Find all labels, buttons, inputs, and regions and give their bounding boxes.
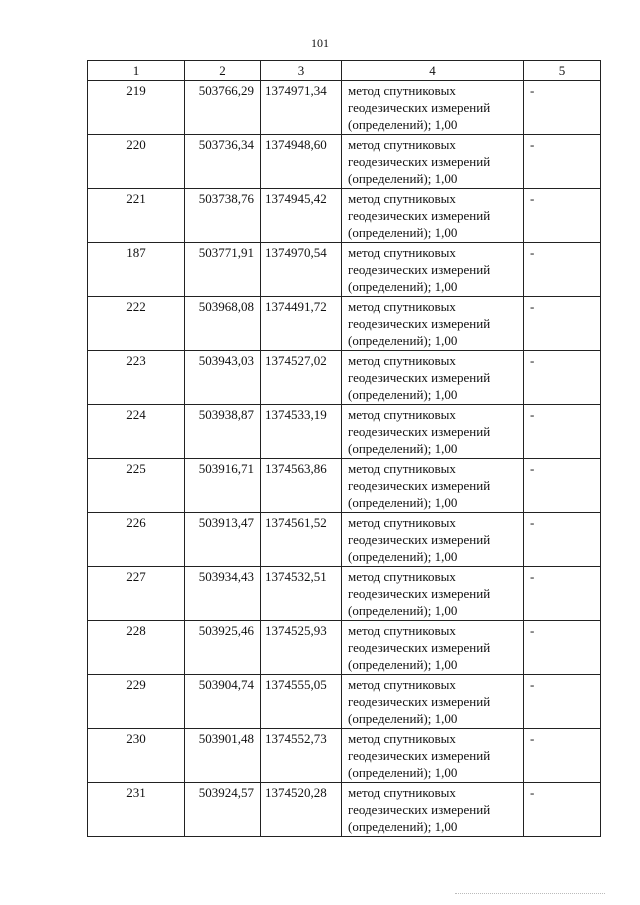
point-number-cell: 226 <box>88 513 185 567</box>
y-coordinate-cell: 1374555,05 <box>261 675 342 729</box>
method-cell: метод спутниковых геодезических измерений (определений); 1,00 <box>342 81 524 135</box>
method-cell: метод спутниковых геодезических измерений (определений); 1,00 <box>342 243 524 297</box>
x-coordinate-cell: 503904,74 <box>185 675 261 729</box>
x-coordinate-cell: 503968,08 <box>185 297 261 351</box>
footer-mark <box>455 893 605 898</box>
method-cell: метод спутниковых геодезических измерений (определений); 1,00 <box>342 783 524 837</box>
y-coordinate-cell: 1374520,28 <box>261 783 342 837</box>
x-coordinate-cell: 503736,34 <box>185 135 261 189</box>
table-row <box>88 135 601 189</box>
x-coordinate-cell: 503766,29 <box>185 81 261 135</box>
note-cell: - <box>524 729 601 783</box>
point-number-cell: 227 <box>88 567 185 621</box>
y-coordinate-cell: 1374491,72 <box>261 297 342 351</box>
y-coordinate-cell: 1374971,34 <box>261 81 342 135</box>
point-number-cell: 225 <box>88 459 185 513</box>
method-cell: метод спутниковых геодезических измерений (определений); 1,00 <box>342 297 524 351</box>
page-number: 101 <box>311 36 329 50</box>
table-row <box>88 459 601 513</box>
table-header-row <box>88 61 601 81</box>
method-cell: метод спутниковых геодезических измерений (определений); 1,00 <box>342 189 524 243</box>
note-cell: - <box>524 621 601 675</box>
method-cell: метод спутниковых геодезических измерений (определений); 1,00 <box>342 351 524 405</box>
note-cell: - <box>524 243 601 297</box>
column-header: 2 <box>185 61 261 81</box>
note-cell: - <box>524 513 601 567</box>
x-coordinate-cell: 503938,87 <box>185 405 261 459</box>
y-coordinate-cell: 1374561,52 <box>261 513 342 567</box>
method-cell: метод спутниковых геодезических измерений (определений); 1,00 <box>342 675 524 729</box>
x-coordinate-cell: 503771,91 <box>185 243 261 297</box>
method-cell: метод спутниковых геодезических измерений (определений); 1,00 <box>342 621 524 675</box>
y-coordinate-cell: 1374948,60 <box>261 135 342 189</box>
table-row <box>88 297 601 351</box>
x-coordinate-cell: 503934,43 <box>185 567 261 621</box>
point-number-cell: 223 <box>88 351 185 405</box>
y-coordinate-cell: 1374533,19 <box>261 405 342 459</box>
point-number-cell: 222 <box>88 297 185 351</box>
method-cell: метод спутниковых геодезических измерений (определений); 1,00 <box>342 567 524 621</box>
x-coordinate-cell: 503925,46 <box>185 621 261 675</box>
method-cell: метод спутниковых геодезических измерений (определений); 1,00 <box>342 459 524 513</box>
point-number-cell: 221 <box>88 189 185 243</box>
note-cell: - <box>524 189 601 243</box>
note-cell: - <box>524 297 601 351</box>
point-number-cell: 224 <box>88 405 185 459</box>
column-header: 3 <box>261 61 342 81</box>
column-header: 5 <box>524 61 601 81</box>
x-coordinate-cell: 503738,76 <box>185 189 261 243</box>
table-row <box>88 243 601 297</box>
x-coordinate-cell: 503943,03 <box>185 351 261 405</box>
table-row <box>88 189 601 243</box>
table-row <box>88 675 601 729</box>
point-number-cell: 187 <box>88 243 185 297</box>
y-coordinate-cell: 1374970,54 <box>261 243 342 297</box>
table-row <box>88 783 601 837</box>
method-cell: метод спутниковых геодезических измерений (определений); 1,00 <box>342 729 524 783</box>
y-coordinate-cell: 1374552,73 <box>261 729 342 783</box>
note-cell: - <box>524 567 601 621</box>
note-cell: - <box>524 459 601 513</box>
point-number-cell: 220 <box>88 135 185 189</box>
column-header: 1 <box>88 61 185 81</box>
point-number-cell: 229 <box>88 675 185 729</box>
method-cell: метод спутниковых геодезических измерений (определений); 1,00 <box>342 135 524 189</box>
method-cell: метод спутниковых геодезических измерений (определений); 1,00 <box>342 405 524 459</box>
y-coordinate-cell: 1374532,51 <box>261 567 342 621</box>
point-number-cell: 228 <box>88 621 185 675</box>
column-header: 4 <box>342 61 524 81</box>
point-number-cell: 230 <box>88 729 185 783</box>
table-row <box>88 621 601 675</box>
y-coordinate-cell: 1374525,93 <box>261 621 342 675</box>
note-cell: - <box>524 405 601 459</box>
note-cell: - <box>524 783 601 837</box>
table-row <box>88 81 601 135</box>
x-coordinate-cell: 503901,48 <box>185 729 261 783</box>
table-row <box>88 405 601 459</box>
method-cell: метод спутниковых геодезических измерений (определений); 1,00 <box>342 513 524 567</box>
note-cell: - <box>524 135 601 189</box>
table-row <box>88 729 601 783</box>
y-coordinate-cell: 1374563,86 <box>261 459 342 513</box>
note-cell: - <box>524 351 601 405</box>
table-row <box>88 513 601 567</box>
point-number-cell: 219 <box>88 81 185 135</box>
x-coordinate-cell: 503924,57 <box>185 783 261 837</box>
note-cell: - <box>524 81 601 135</box>
x-coordinate-cell: 503916,71 <box>185 459 261 513</box>
note-cell: - <box>524 675 601 729</box>
y-coordinate-cell: 1374945,42 <box>261 189 342 243</box>
point-number-cell: 231 <box>88 783 185 837</box>
coordinates-table <box>87 60 601 837</box>
table-row <box>88 567 601 621</box>
y-coordinate-cell: 1374527,02 <box>261 351 342 405</box>
x-coordinate-cell: 503913,47 <box>185 513 261 567</box>
table-row <box>88 351 601 405</box>
